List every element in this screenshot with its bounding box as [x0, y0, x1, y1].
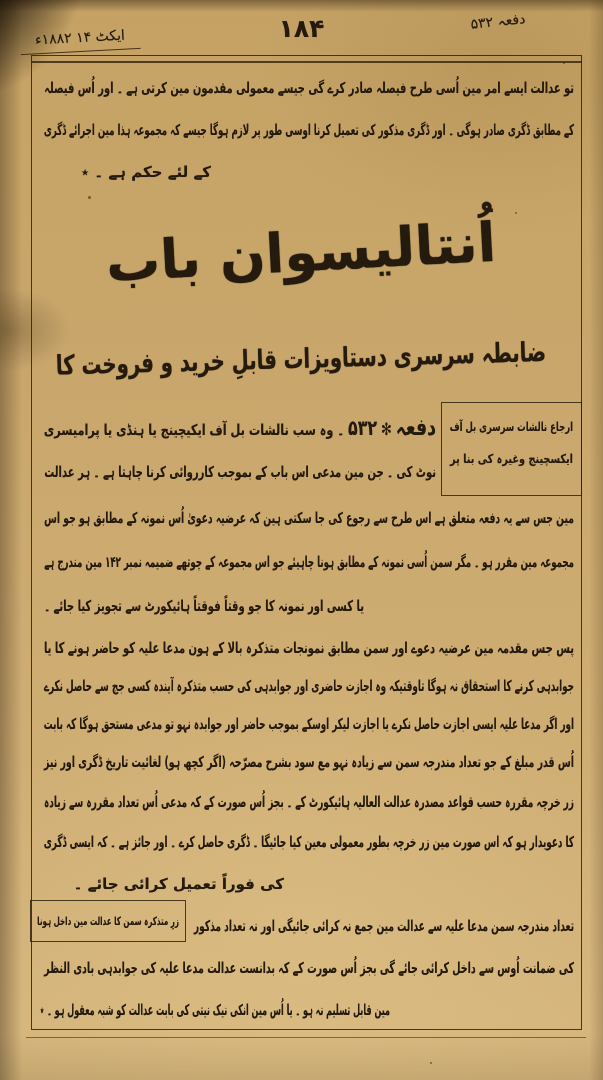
- margin-note-line-3: زرِ متذکرہ سمن کا عدالت مین داخل ہونا: [37, 914, 179, 928]
- ink-speck: [563, 62, 565, 64]
- section-start-line: [43, 408, 436, 448]
- ink-speck: [430, 1062, 432, 1064]
- header-section-reference: دفعہ ۵۳۲: [469, 11, 527, 33]
- para3-line-2: کی ضمانت اُوس سے داخل کرائی جائے گی بجز اُس صورت کے کہ بدانست عدالت مدعا علیہ کی جوابدہی بادی النظر: [44, 959, 575, 977]
- para2-line-5: زر خرچہ مقررہ حسب قواعد مصدرہ عدالت العالیہ ہائیکورٹ کے ۔ بجز اُس صورت کے کہ مدعی اُس تعداد مقررہ سے زیادہ: [43, 793, 575, 811]
- para2-line-6: کا دعویدار ہو کہ اس صورت مین زر خرچہ بطور معمولی معین کیا جائیگا ۔ ڈگری حاصل کرے ۔ اور جائز ہے ۔ کہ ایسی ڈگری: [43, 833, 575, 851]
- para3-line-3: مین قابل تسلیم نہ ہو ۔ یا اُس مین انکی نیک نیتی کی بابت عدالت کو شبہ معقول ہو ۔ ٭: [39, 1001, 391, 1019]
- page-number: ۱۸۴: [278, 14, 325, 43]
- margin-note-box-2: [30, 900, 186, 942]
- section-line-2: نوٹ کی ۔ جن مین مدعی اس باب کے بموجب کارروائی کرنا چاہتا ہے ۔ ہر عدالت: [44, 463, 436, 481]
- para3-line-1: تعداد مندرجہ سمن مدعا علیہ سے عدالت مین جمع نہ کرائی جائیگی اور نہ تعداد مذکور: [193, 917, 575, 935]
- para2-line-3: اور اگر مدعا علیہ ایسی اجازت حاصل نکرے یا اجازت لیکر اوسکے بموجب حاضر اور جوابدہ نہو تو مدعی مستحق ہوگا کہ بابت: [43, 715, 574, 733]
- chapter-subtitle: ضابطہ سرسری دستاویزات قابلِ خرید و فروخت کا: [55, 337, 547, 382]
- ink-speck: [88, 196, 91, 199]
- section-number: ۵۳۲: [348, 416, 378, 440]
- double-rule-top: [31, 61, 582, 63]
- section-first-words: ۔ وہ سب نالشات بل آف ایکیچینج یا ہنڈی یا پرامیسری: [43, 421, 345, 439]
- para2-line-1: پس جس مقدمہ مین عرضیہ دعوے اور سمن مطابق نمونجات متذکرہ بالا کے ہون مدعا علیہ کو حاضر ہونے کا یا: [43, 639, 575, 657]
- section-line-4: مجموعہ مین مقرر ہو ۔ مگر سمن اُسی نمونہ کے مطابق ہونا چاہیئے جو اس مجموعہ کے چوتھے ضمیمہ نمبر ۱۴۲ مین مندرج ہے: [44, 553, 574, 571]
- intro-line-3: کے لئے حکم ہے ۔ ٭: [80, 163, 211, 181]
- para2-line-2: جوابدہی کرنے کا استحقاق نہ ہوگا تاوقتیکہ وہ اجازت حاضری اور جوابدہی کی حسب متذکرہ آیندہ کسی جج سے حاصل نکرے: [43, 677, 575, 695]
- margin-note-line-2: ایکسچینج وغیرہ کی بنا پر: [450, 451, 573, 466]
- para2-line-4: اُس قدر مبلغ کے جو تعداد مندرجہ سمن سے زیادہ نہو مع سود بشرح مصرّحہ (اگر کچھ ہو) لغائیت تاریخ ڈگری اور نیز: [44, 753, 575, 771]
- margin-note-line-1: ارجاع نالشات سرسری بل آف: [449, 419, 573, 434]
- section-ornament-icon: ✻: [381, 420, 392, 440]
- ink-speck: [515, 212, 517, 214]
- double-rule-bottom: [26, 1037, 586, 1038]
- section-line-3: مین جس سے یہ دفعہ متعلق ہے اس طرح سے رجوع کی جا سکتی ہین کہ عرضیہ دعویٰ اُس نمونہ کے مطابق ہو جو اس: [44, 509, 574, 527]
- para2-line-7: کی فوراً تعمیل کرائی جائے ۔: [73, 875, 284, 893]
- margin-note-box-1: [441, 402, 582, 496]
- intro-line-2: کے مطابق ڈگری صادر ہوگی ۔ اور ڈگری مذکور کی تعمیل کرنا اوسی طور پر لازم ہوگا جیسے کہ مجموعہ ہذا مین اجرائے ڈگری: [43, 121, 574, 139]
- section-label: دفعہ: [395, 415, 436, 441]
- section-line-5: یا کسی اور نمونہ کا جو وقتاً فوقتاً ہائیکورٹ سے تجویز کیا جائے ۔: [44, 597, 364, 615]
- intro-line-1: تو عدالت ایسے امر مین اُسی طرح فیصلہ صادر کرے گی جیسے معمولی مقدمون مین کرتی ہے ۔ اور اُس فیصلہ: [44, 79, 574, 97]
- chapter-title: اُنتالیسوان باب: [104, 210, 498, 295]
- header-act-reference: ایکٹ ۱۴ ۱۸۸۲ء: [19, 23, 140, 55]
